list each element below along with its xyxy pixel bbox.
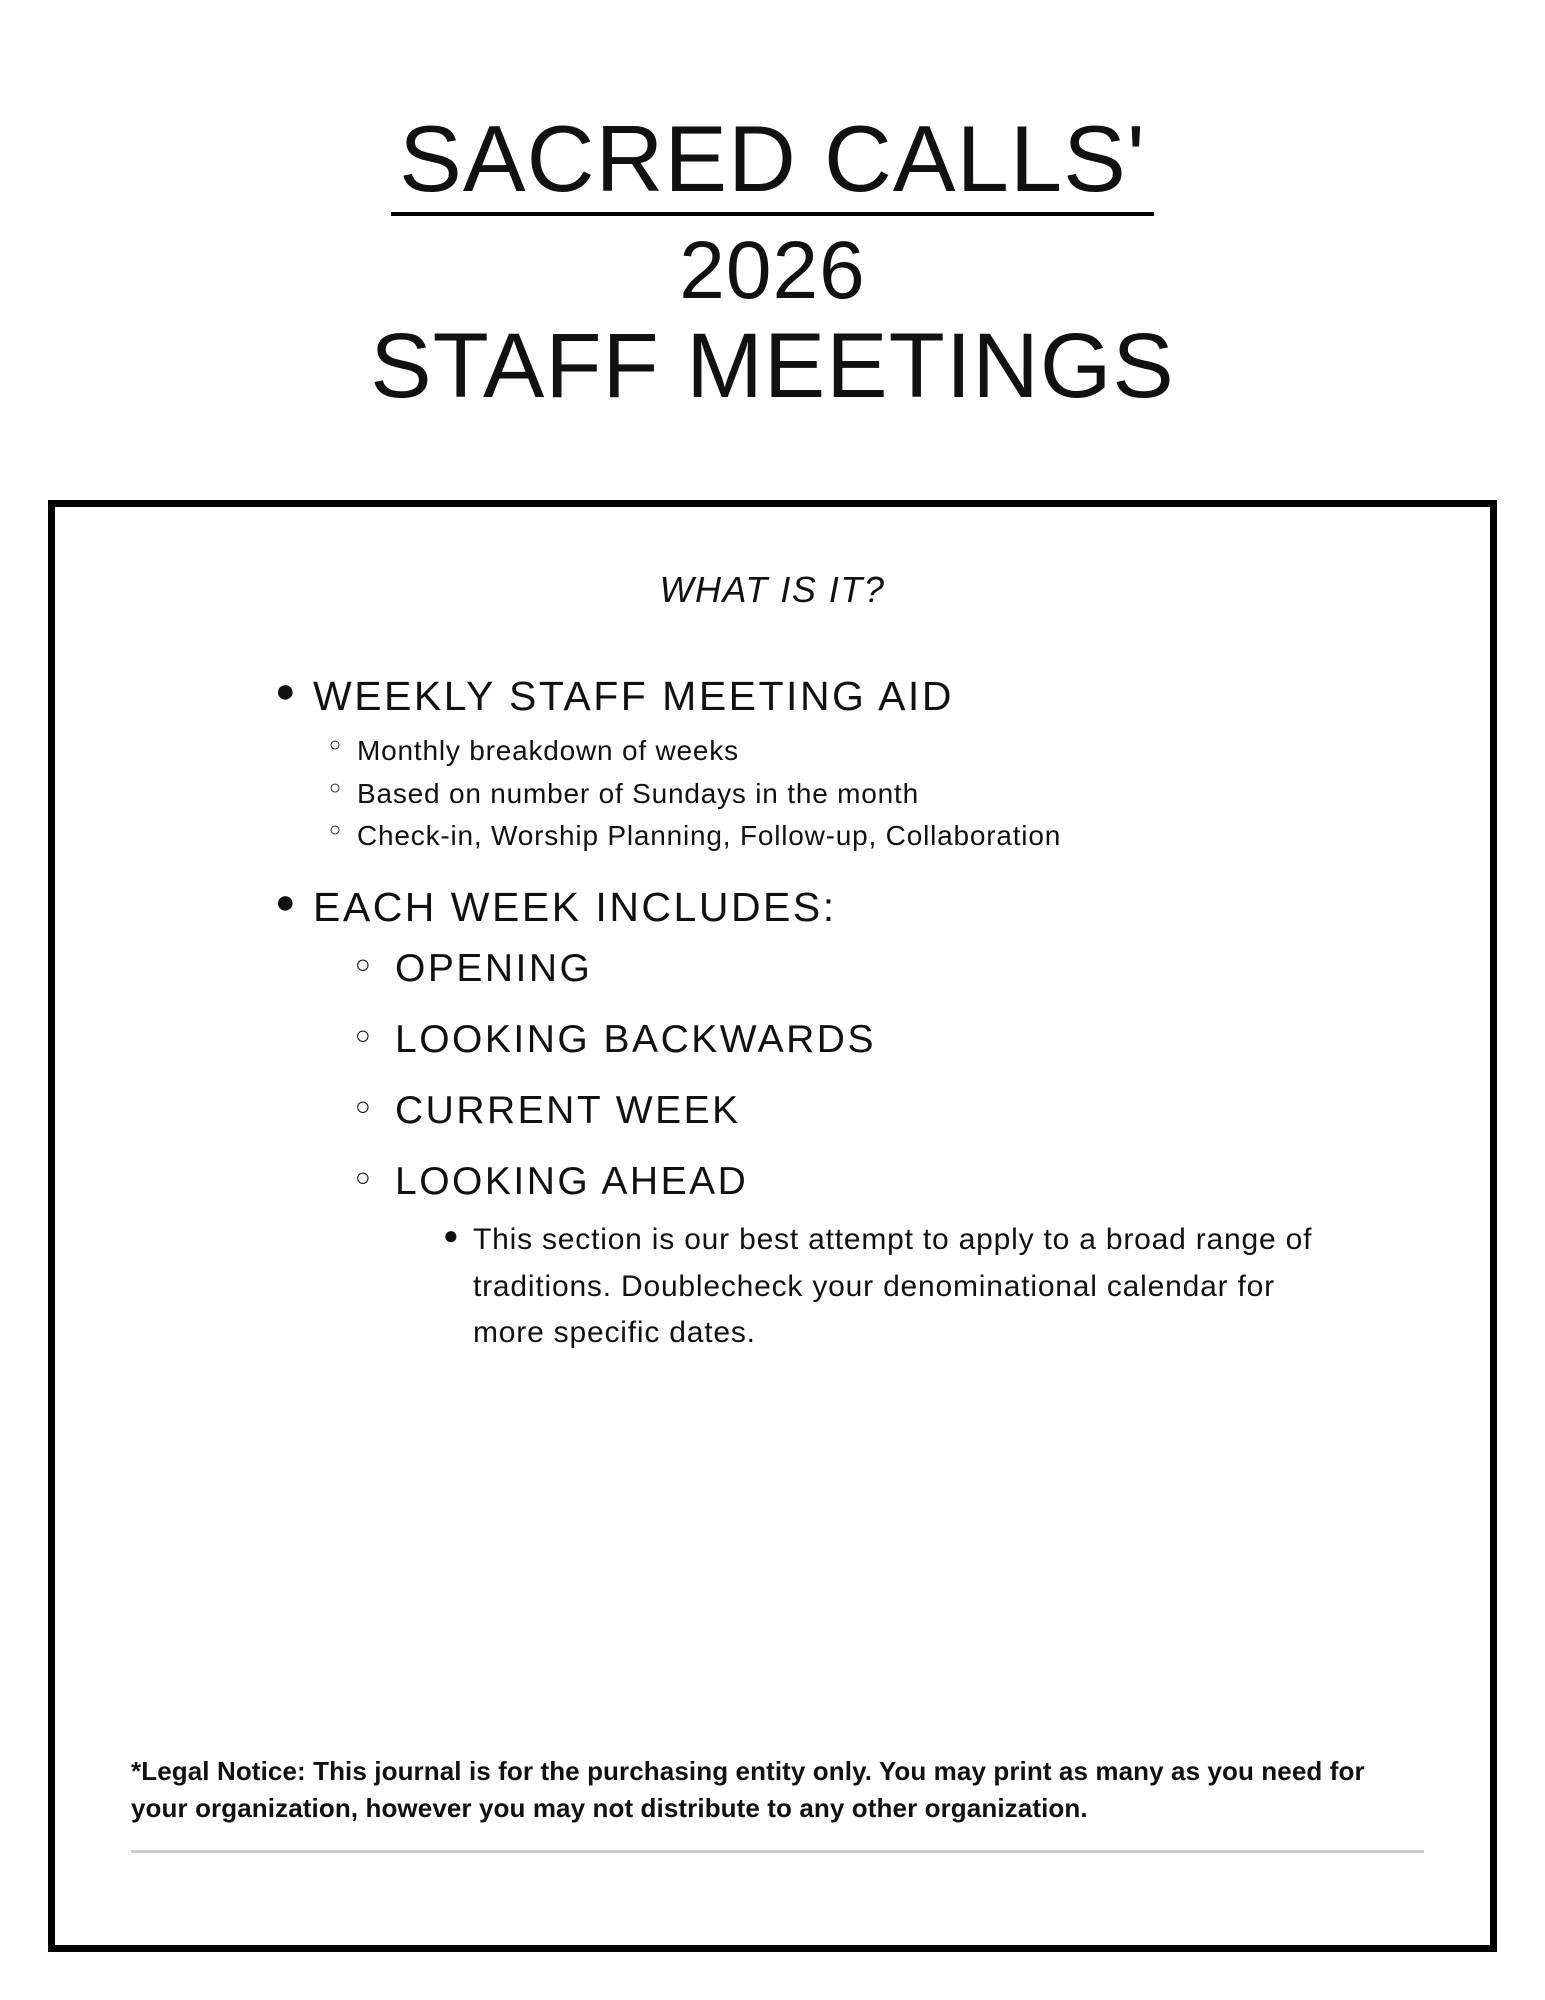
- list-item-weekly-staff-meeting-aid: [275, 669, 1490, 858]
- page-title-line-1: SACRED CALLS': [391, 112, 1154, 216]
- list-item-label: LOOKING BACKWARDS: [395, 1018, 876, 1062]
- sub-list-looking-ahead-note: [395, 1217, 1490, 1357]
- list-item-label: OPENING: [395, 947, 593, 991]
- bullet-circle-icon: ○: [329, 776, 342, 799]
- list-item-label: CURRENT WEEK: [395, 1089, 741, 1133]
- bullet-circle-icon: ○: [329, 819, 342, 842]
- page-title-line-3: STAFF MEETINGS: [370, 315, 1175, 418]
- divider: [131, 1850, 1424, 1853]
- list-item-label: This section is our best attempt to apply to a broad range of traditions. Doublecheck your denominational calendar for more specific dates.: [473, 1223, 1313, 1350]
- bullet-circle-icon: ○: [355, 1162, 374, 1193]
- list-item-label: Check-in, Worship Planning, Follow-up, Collaboration: [357, 820, 1062, 852]
- legal-notice: *Legal Notice: This journal is for the purchasing entity only. You may print as many as you need for your organization, however you may not distribute to any other organization.: [131, 1756, 1365, 1824]
- list-item: [355, 1018, 1490, 1062]
- bullet-dot-icon: ●: [275, 882, 299, 921]
- list-item-label: WEEKLY STAFF MEETING AID: [313, 673, 954, 719]
- list-item-label: EACH WEEK INCLUDES:: [313, 883, 837, 930]
- sub-list-weekly-aid: [313, 730, 1490, 858]
- list-item: [443, 1217, 1353, 1357]
- page-title-line-2: 2026: [679, 225, 866, 316]
- list-item: [329, 730, 1490, 773]
- list-item-label: Based on number of Sundays in the month: [357, 777, 919, 809]
- list-item-label: LOOKING AHEAD: [395, 1160, 749, 1204]
- list-item-label: Monthly breakdown of weeks: [357, 735, 739, 767]
- bullet-circle-icon: ○: [355, 949, 374, 980]
- content-frame: [48, 500, 1497, 1952]
- bullet-circle-icon: ○: [329, 734, 342, 757]
- sub-list-week-sections: [313, 949, 1490, 1357]
- list-item: [355, 1089, 1490, 1133]
- list-item: [329, 773, 1490, 816]
- bullet-dot-icon: ●: [275, 672, 299, 710]
- bullet-circle-icon: ○: [355, 1020, 374, 1051]
- list-item: [355, 947, 1490, 991]
- section-heading: WHAT IS IT?: [659, 569, 886, 610]
- bullet-dot-icon: ●: [443, 1220, 460, 1251]
- list-item: [329, 815, 1490, 858]
- main-bullet-list: [55, 669, 1490, 1357]
- bullet-circle-icon: ○: [355, 1091, 374, 1122]
- list-item: [355, 1160, 1490, 1357]
- list-item-each-week-includes: [275, 880, 1490, 1357]
- title-block: [0, 0, 1545, 418]
